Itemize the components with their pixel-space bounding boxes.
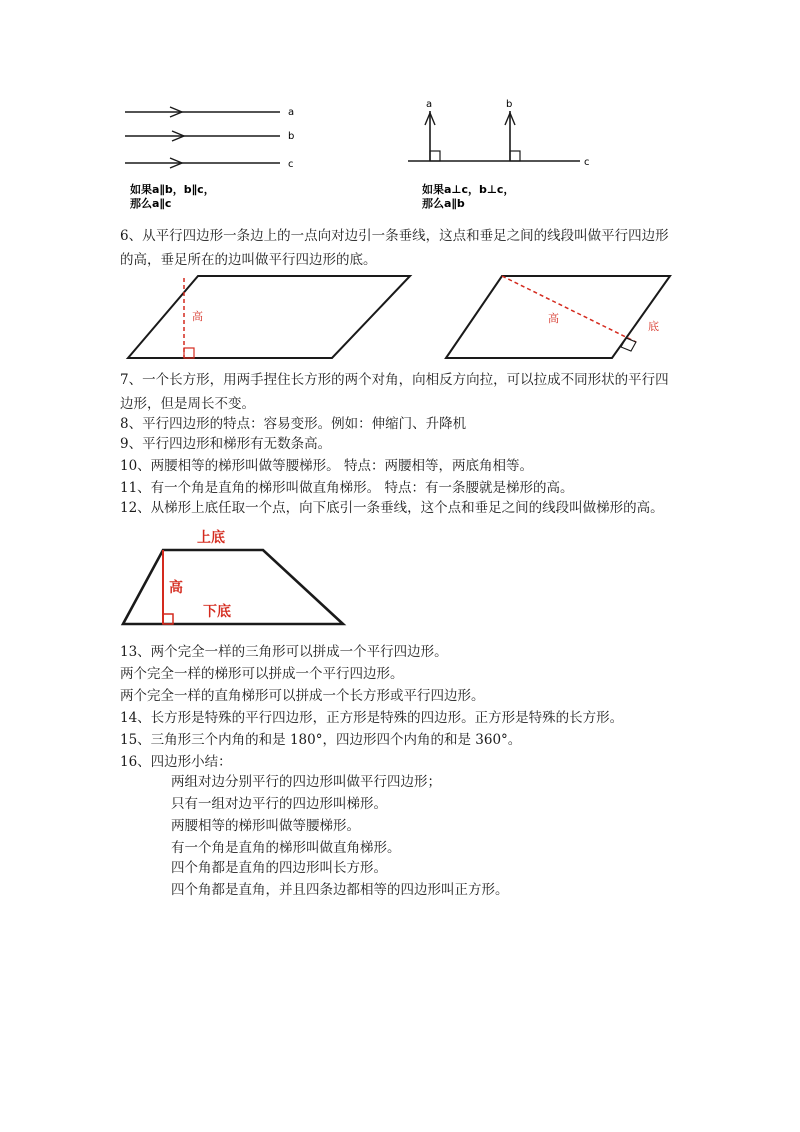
parallel-lines-figure	[110, 95, 310, 215]
top-base-label: 上底	[197, 530, 225, 546]
caption: 如果a∥b，b∥c，	[130, 183, 215, 196]
height-label: 高	[548, 312, 559, 325]
label-c: c	[288, 159, 294, 170]
parallelogram-height-figure-2	[440, 272, 680, 368]
summary-line: 两组对边分别平行的四边形叫做平行四边形；	[171, 774, 441, 790]
height-label: 高	[192, 310, 203, 323]
item-11: 11、有一个角是直角的梯形叫做直角梯形。 特点：有一条腰就是梯形的高。	[120, 480, 574, 496]
item-16: 16、四边形小结：	[120, 754, 232, 770]
parallelogram-height-figure	[120, 272, 420, 368]
right-angle-mark	[510, 151, 520, 161]
perpendicular-lines-figure	[400, 95, 600, 215]
summary-line: 四个角都是直角，并且四条边都相等的四边形叫正方形。	[171, 882, 509, 898]
item-13b: 两个完全一样的梯形可以拼成一个平行四边形。	[120, 666, 404, 682]
item-13c: 两个完全一样的直角梯形可以拼成一个长方形或平行四边形。	[120, 688, 485, 704]
item-8: 8、平行四边形的特点：容易变形。例如：伸缩门、升降机	[120, 416, 467, 432]
summary-line: 有一个角是直角的梯形叫做直角梯形。	[171, 840, 401, 856]
caption: 如果a⊥c，b⊥c，	[422, 183, 515, 196]
label-a: a	[426, 99, 433, 110]
caption: 那么a∥b	[422, 197, 465, 210]
item-13: 13、两个完全一样的三角形可以拼成一个平行四边形。	[120, 644, 448, 660]
item-7: 7、一个长方形，用两手捏住长方形的两个对角，向相反方向拉，可以拉成不同形状的平行四边形，但是周长不变。	[120, 372, 669, 412]
parallelogram	[128, 276, 410, 358]
height-label: 高	[169, 580, 183, 596]
right-angle-mark	[184, 348, 194, 358]
item-9: 9、平行四边形和梯形有无数条高。	[120, 436, 332, 452]
item-12: 12、从梯形上底任取一个点，向下底引一条垂线，这个点和垂足之间的线段叫做梯形的高。	[120, 500, 664, 516]
label-b: b	[506, 99, 513, 110]
label-a: a	[288, 107, 295, 118]
item-6: 6、从平行四边形一条边上的一点向对边引一条垂线，这点和垂足之间的线段叫做平行四边形的高，垂足所在的边叫做平行四边形的底。	[120, 228, 669, 268]
item-15: 15、三角形三个内角的和是 180°，四边形四个内角的和是 360°。	[120, 732, 522, 748]
label-b: b	[288, 131, 295, 142]
label-c: c	[584, 157, 590, 168]
right-angle-mark	[163, 614, 173, 624]
summary-line: 两腰相等的梯形叫做等腰梯形。	[171, 818, 360, 834]
item-14: 14、长方形是特殊的平行四边形，正方形是特殊的四边形。正方形是特殊的长方形。	[120, 710, 624, 726]
right-angle-mark	[430, 151, 440, 161]
caption: 那么a∥c	[130, 197, 172, 210]
summary-line: 四个角都是直角的四边形叫长方形。	[171, 860, 387, 876]
right-angle-mark	[621, 338, 636, 351]
item-10: 10、两腰相等的梯形叫做等腰梯形。 特点：两腰相等，两底角相等。	[120, 458, 533, 474]
trapezoid-height-figure	[115, 522, 355, 634]
height-line	[502, 276, 636, 342]
bottom-base-label: 下底	[203, 604, 231, 620]
summary-line: 只有一组对边平行的四边形叫梯形。	[171, 796, 387, 812]
trapezoid	[123, 550, 343, 624]
base-label: 底	[648, 320, 659, 333]
